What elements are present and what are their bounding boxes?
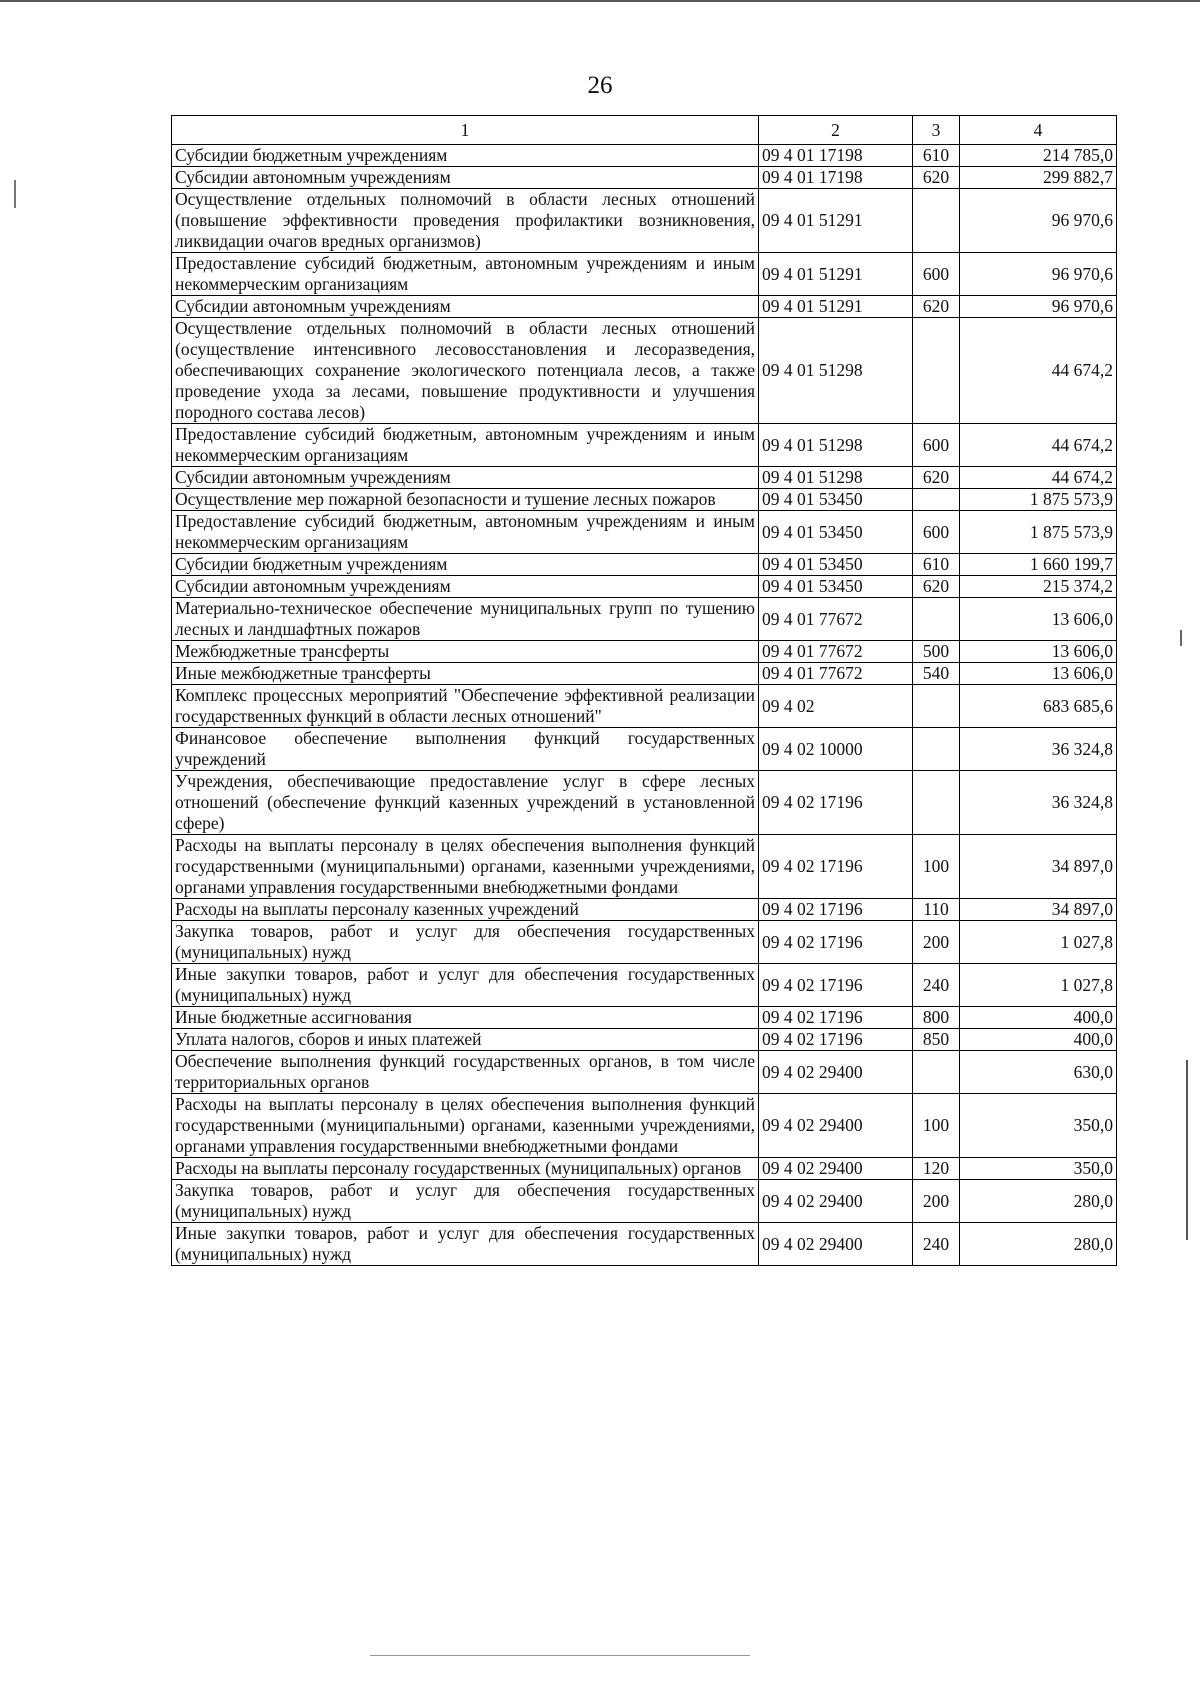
target-code-cell: 09 4 01 53450 — [759, 576, 913, 598]
item-name-cell: Финансовое обеспечение выполнения функций государственных учреждений — [172, 728, 759, 771]
target-code-cell: 09 4 02 17196 — [759, 771, 913, 835]
item-name-cell: Субсидии автономным учреждениям — [172, 167, 759, 189]
expense-type-cell: 620 — [913, 167, 960, 189]
item-name-cell: Субсидии бюджетным учреждениям — [172, 554, 759, 576]
table-row — [172, 489, 1117, 511]
table-row — [172, 964, 1117, 1007]
table-row — [172, 253, 1117, 296]
target-code-cell: 09 4 01 53450 — [759, 554, 913, 576]
expense-type-cell: 200 — [913, 921, 960, 964]
expense-type-cell: 240 — [913, 1223, 960, 1266]
target-code-cell: 09 4 02 29400 — [759, 1051, 913, 1094]
table-row — [172, 1051, 1117, 1094]
table-row — [172, 467, 1117, 489]
target-code-cell: 09 4 02 17196 — [759, 899, 913, 921]
item-name-cell: Осуществление отдельных полномочий в области лесных отношений (повышение эффективности проведения профилактики возникновения, ликвидации очагов вредных организмов) — [172, 189, 759, 253]
amount-cell: 44 674,2 — [960, 318, 1117, 424]
table-row — [172, 921, 1117, 964]
target-code-cell: 09 4 02 29400 — [759, 1158, 913, 1180]
expense-type-cell: 620 — [913, 296, 960, 318]
amount-cell: 214 785,0 — [960, 145, 1117, 167]
amount-cell: 1 660 199,7 — [960, 554, 1117, 576]
table-row — [172, 641, 1117, 663]
expense-type-cell: 610 — [913, 145, 960, 167]
table-row — [172, 1029, 1117, 1051]
target-code-cell: 09 4 01 51291 — [759, 189, 913, 253]
amount-cell: 96 970,6 — [960, 296, 1117, 318]
expense-type-cell: 620 — [913, 467, 960, 489]
table-row — [172, 1180, 1117, 1223]
item-name-cell: Расходы на выплаты персоналу государственных (муниципальных) органов — [172, 1158, 759, 1180]
scan-mark-left — [14, 180, 16, 208]
amount-cell: 280,0 — [960, 1180, 1117, 1223]
scan-mark-right — [1186, 1060, 1188, 1240]
target-code-cell: 09 4 01 53450 — [759, 511, 913, 554]
expense-type-cell: 200 — [913, 1180, 960, 1223]
budget-table — [171, 115, 1117, 1266]
expense-type-cell: 600 — [913, 424, 960, 467]
amount-cell: 299 882,7 — [960, 167, 1117, 189]
expense-type-cell: 500 — [913, 641, 960, 663]
expense-type-cell: 600 — [913, 511, 960, 554]
expense-type-cell: 120 — [913, 1158, 960, 1180]
target-code-cell: 09 4 02 17196 — [759, 964, 913, 1007]
item-name-cell: Субсидии автономным учреждениям — [172, 467, 759, 489]
page-number: 26 — [587, 72, 613, 99]
table-row — [172, 835, 1117, 899]
table-row — [172, 318, 1117, 424]
target-code-cell: 09 4 02 17196 — [759, 1007, 913, 1029]
expense-type-cell — [913, 685, 960, 728]
item-name-cell: Расходы на выплаты персоналу в целях обеспечения выполнения функций государственными (муниципальными) органами, казенными учреждениями, органами управления государственными внебюджетными фондами — [172, 1094, 759, 1158]
item-name-cell: Иные закупки товаров, работ и услуг для обеспечения государственных (муниципальных) нужд — [172, 1223, 759, 1266]
amount-cell: 1 027,8 — [960, 921, 1117, 964]
expense-type-cell — [913, 318, 960, 424]
expense-type-cell: 240 — [913, 964, 960, 1007]
amount-cell: 13 606,0 — [960, 663, 1117, 685]
item-name-cell: Уплата налогов, сборов и иных платежей — [172, 1029, 759, 1051]
table-body — [172, 145, 1117, 1266]
table-row — [172, 511, 1117, 554]
expense-type-cell — [913, 1051, 960, 1094]
target-code-cell: 09 4 01 17198 — [759, 167, 913, 189]
amount-cell: 36 324,8 — [960, 771, 1117, 835]
target-code-cell: 09 4 02 — [759, 685, 913, 728]
amount-cell: 400,0 — [960, 1007, 1117, 1029]
target-code-cell: 09 4 01 77672 — [759, 641, 913, 663]
expense-type-cell — [913, 728, 960, 771]
expense-type-cell: 540 — [913, 663, 960, 685]
amount-cell: 13 606,0 — [960, 598, 1117, 641]
amount-cell: 1 875 573,9 — [960, 511, 1117, 554]
item-name-cell: Предоставление субсидий бюджетным, автономным учреждениям и иным некоммерческим организациям — [172, 424, 759, 467]
target-code-cell: 09 4 02 29400 — [759, 1094, 913, 1158]
table-row — [172, 1223, 1117, 1266]
amount-cell: 34 897,0 — [960, 835, 1117, 899]
amount-cell: 400,0 — [960, 1029, 1117, 1051]
target-code-cell: 09 4 01 51298 — [759, 318, 913, 424]
target-code-cell: 09 4 02 10000 — [759, 728, 913, 771]
item-name-cell: Закупка товаров, работ и услуг для обеспечения государственных (муниципальных) нужд — [172, 921, 759, 964]
header-cell: 2 — [759, 116, 913, 145]
expense-type-cell: 100 — [913, 1094, 960, 1158]
table-row — [172, 296, 1117, 318]
target-code-cell: 09 4 02 17196 — [759, 921, 913, 964]
scan-edge-top — [0, 0, 1200, 12]
amount-cell: 44 674,2 — [960, 424, 1117, 467]
item-name-cell: Иные бюджетные ассигнования — [172, 1007, 759, 1029]
table-row — [172, 424, 1117, 467]
table-row — [172, 899, 1117, 921]
scan-mark-dot — [1180, 630, 1182, 646]
amount-cell: 34 897,0 — [960, 899, 1117, 921]
target-code-cell: 09 4 02 17196 — [759, 1029, 913, 1051]
header-cell: 4 — [960, 116, 1117, 145]
amount-cell: 1 875 573,9 — [960, 489, 1117, 511]
item-name-cell: Осуществление мер пожарной безопасности и тушение лесных пожаров — [172, 489, 759, 511]
table-row — [172, 189, 1117, 253]
target-code-cell: 09 4 02 29400 — [759, 1223, 913, 1266]
table-row — [172, 1007, 1117, 1029]
item-name-cell: Расходы на выплаты персоналу в целях обеспечения выполнения функций государственными (муниципальными) органами, казенными учреждениями, органами управления государственными внебюджетными фондами — [172, 835, 759, 899]
amount-cell: 36 324,8 — [960, 728, 1117, 771]
header-cell: 1 — [172, 116, 759, 145]
table-row — [172, 167, 1117, 189]
amount-cell: 683 685,6 — [960, 685, 1117, 728]
amount-cell: 96 970,6 — [960, 253, 1117, 296]
table-row — [172, 771, 1117, 835]
amount-cell: 44 674,2 — [960, 467, 1117, 489]
target-code-cell: 09 4 01 51291 — [759, 253, 913, 296]
target-code-cell: 09 4 01 51298 — [759, 467, 913, 489]
table-row — [172, 145, 1117, 167]
table-row — [172, 554, 1117, 576]
amount-cell: 350,0 — [960, 1158, 1117, 1180]
expense-type-cell — [913, 598, 960, 641]
header-row — [172, 116, 1117, 145]
table-row — [172, 576, 1117, 598]
item-name-cell: Учреждения, обеспечивающие предоставление услуг в сфере лесных отношений (обеспечение функций казенных учреждений в установленной сфере) — [172, 771, 759, 835]
scan-edge-bottom — [370, 1655, 750, 1656]
expense-type-cell: 600 — [913, 253, 960, 296]
expense-type-cell: 800 — [913, 1007, 960, 1029]
table-row — [172, 663, 1117, 685]
item-name-cell: Материально-техническое обеспечение муниципальных групп по тушению лесных и ландшафтных пожаров — [172, 598, 759, 641]
item-name-cell: Расходы на выплаты персоналу казенных учреждений — [172, 899, 759, 921]
expense-type-cell: 850 — [913, 1029, 960, 1051]
table-row — [172, 728, 1117, 771]
item-name-cell: Комплекс процессных мероприятий "Обеспечение эффективной реализации государственных функций в области лесных отношений" — [172, 685, 759, 728]
table-row — [172, 1094, 1117, 1158]
item-name-cell: Обеспечение выполнения функций государственных органов, в том числе территориальных органов — [172, 1051, 759, 1094]
amount-cell: 13 606,0 — [960, 641, 1117, 663]
target-code-cell: 09 4 02 17196 — [759, 835, 913, 899]
table-row — [172, 685, 1117, 728]
expense-type-cell: 620 — [913, 576, 960, 598]
item-name-cell: Предоставление субсидий бюджетным, автономным учреждениям и иным некоммерческим организациям — [172, 511, 759, 554]
table-row — [172, 1158, 1117, 1180]
target-code-cell: 09 4 01 17198 — [759, 145, 913, 167]
expense-type-cell — [913, 189, 960, 253]
amount-cell: 1 027,8 — [960, 964, 1117, 1007]
target-code-cell: 09 4 01 53450 — [759, 489, 913, 511]
expense-type-cell — [913, 771, 960, 835]
item-name-cell: Субсидии бюджетным учреждениям — [172, 145, 759, 167]
expense-type-cell: 610 — [913, 554, 960, 576]
expense-type-cell: 100 — [913, 835, 960, 899]
item-name-cell: Закупка товаров, работ и услуг для обеспечения государственных (муниципальных) нужд — [172, 1180, 759, 1223]
item-name-cell: Субсидии автономным учреждениям — [172, 576, 759, 598]
item-name-cell: Иные закупки товаров, работ и услуг для обеспечения государственных (муниципальных) нужд — [172, 964, 759, 1007]
item-name-cell: Осуществление отдельных полномочий в области лесных отношений (осуществление интенсивного лесовосстановления и лесоразведения, обеспечивающих сохранение экологического потенциала лесов, а также проведение ухода за лесами, повышение продуктивности и улучшения породного состава лесов) — [172, 318, 759, 424]
amount-cell: 215 374,2 — [960, 576, 1117, 598]
item-name-cell: Субсидии автономным учреждениям — [172, 296, 759, 318]
item-name-cell: Предоставление субсидий бюджетным, автономным учреждениям и иным некоммерческим организациям — [172, 253, 759, 296]
item-name-cell: Иные межбюджетные трансферты — [172, 663, 759, 685]
amount-cell: 350,0 — [960, 1094, 1117, 1158]
amount-cell: 630,0 — [960, 1051, 1117, 1094]
expense-type-cell — [913, 489, 960, 511]
target-code-cell: 09 4 01 77672 — [759, 663, 913, 685]
target-code-cell: 09 4 02 29400 — [759, 1180, 913, 1223]
table-row — [172, 598, 1117, 641]
amount-cell: 280,0 — [960, 1223, 1117, 1266]
target-code-cell: 09 4 01 51298 — [759, 424, 913, 467]
target-code-cell: 09 4 01 77672 — [759, 598, 913, 641]
target-code-cell: 09 4 01 51291 — [759, 296, 913, 318]
item-name-cell: Межбюджетные трансферты — [172, 641, 759, 663]
amount-cell: 96 970,6 — [960, 189, 1117, 253]
expense-type-cell: 110 — [913, 899, 960, 921]
header-cell: 3 — [913, 116, 960, 145]
